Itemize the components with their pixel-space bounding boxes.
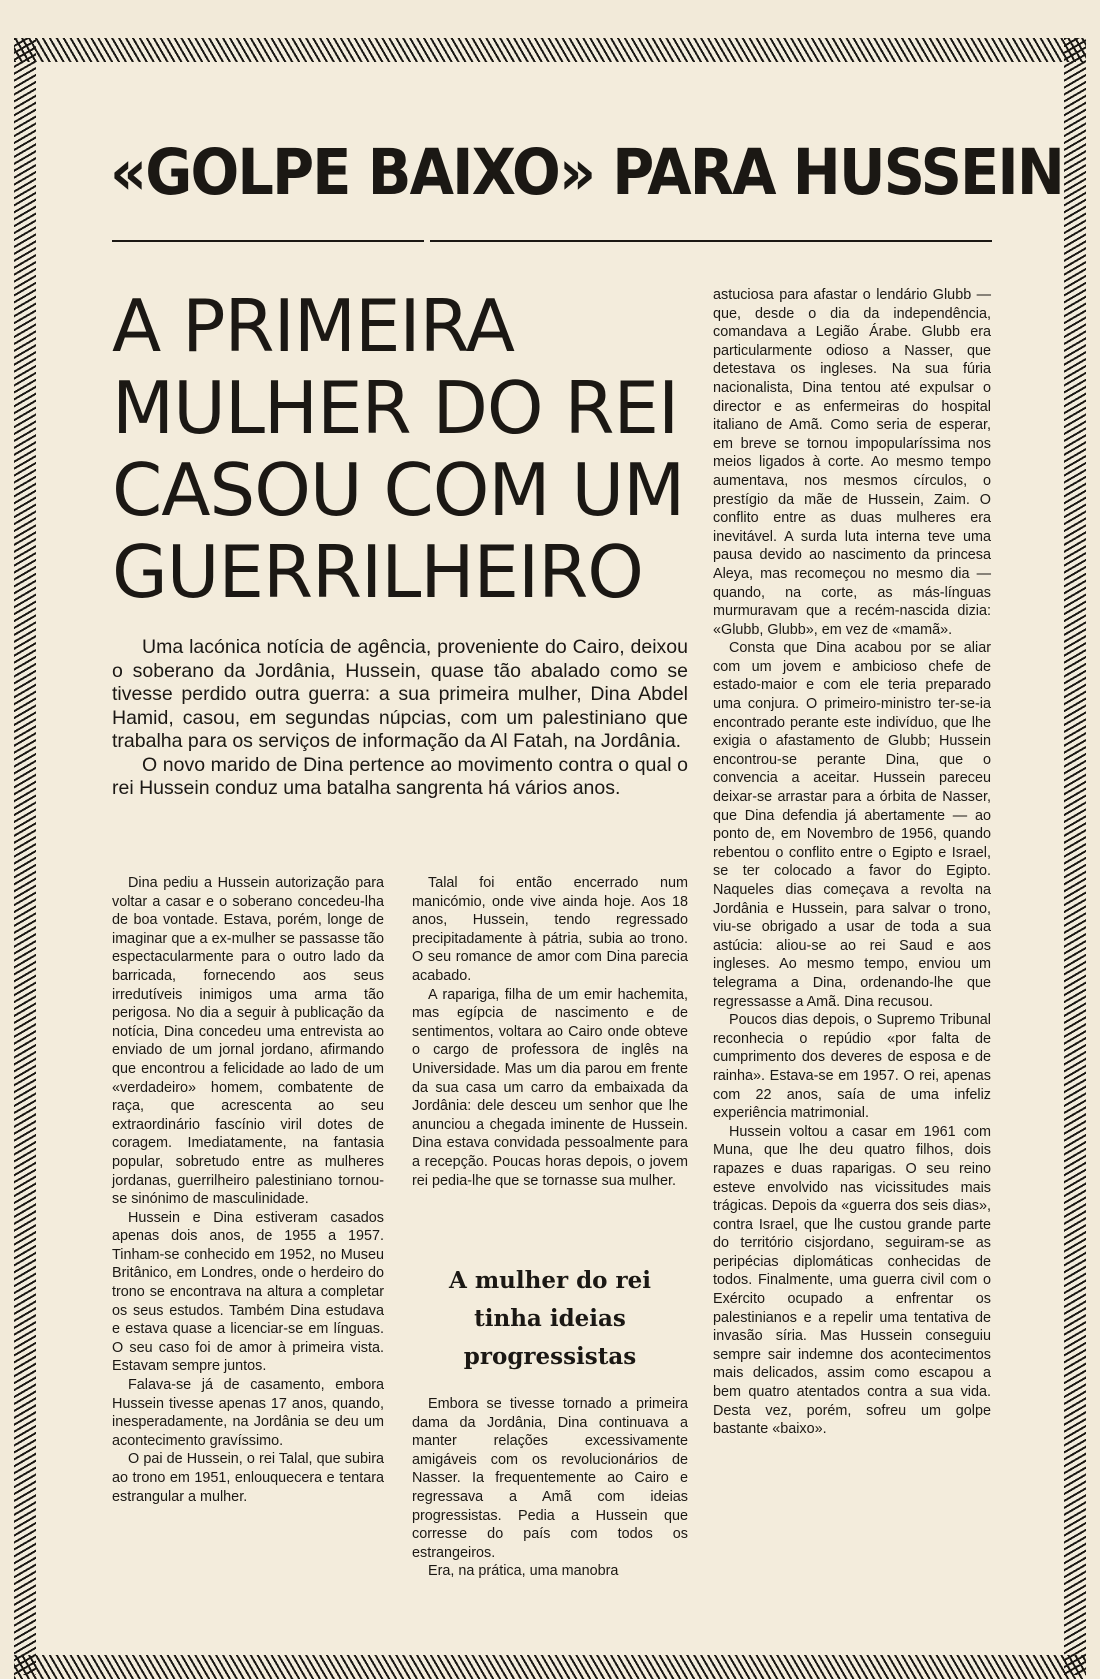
paragraph: Talal foi então encerrado num manicómio, onde vive ainda hoje. Aos 18 anos, Hussein, tendo regressado precipitadamente à pátria, subia ao trono. O seu romance de amor com Dina parecia acabado. bbox=[412, 875, 688, 984]
column-right bbox=[713, 286, 991, 1439]
subheading: A mulher do rei tinha ideias progressistas bbox=[448, 1267, 652, 1370]
paragraph: Consta que Dina acabou por se aliar com um jovem e ambicioso chefe de estado-maior e com ele teria preparado uma conjura. O primeiro-ministro ter-se-ia encontrado perante este indivíduo, que lhe exigia o afastamento de Glubb; Hussein encontrou-se perante Dina, que o convencia a aceitar. Hussein pareceu deixar-se arrastar para a órbita de Nasser, que Dina defendia já abertamente — ao ponto de, em Novembro de 1956, quando rebentou o conflito entre o Egipto e Israel, se ter colocado a favor do Egipto. Naqueles dias começava a revolta na Jordânia e Hussein, para salvar o trono, viu-se obrigado a usar de toda a sua astúcia: aliou-se ao rei Saud e aos ingleses. Ao mesmo tempo, enviou um telegrama a Dina, ordenando-lhe que regressasse a Amã. Dina recusou. bbox=[713, 640, 991, 1010]
paragraph: Hussein e Dina estiveram casados apenas dois anos, de 1955 a 1957. Tinham-se conhecido em 1952, no Museu Britânico, em Londres, onde o herdeiro do trono se encontrava na altura a completar os seus estudos. Também Dina estudava e estava quase a licenciar-se em línguas. O seu caso foi de amor à primeira vista. Estavam sempre juntos. bbox=[112, 1209, 384, 1375]
article-title: A PRIMEIRA MULHER DO REI CASOU COM UM GUERRILHEIRO bbox=[112, 284, 685, 614]
paragraph: A rapariga, filha de um emir hachemita, mas egípcia de nascimento e de sentimentos, voltara ao Cairo onde obteve o cargo de professora de inglês na Universidade. Mas um dia parou em frente da sua casa um carro da embaixada da Jordânia: dele desceu um senhor que lhe anunciou a chegada iminente de Hussein. Dina estava convidada pessoalmente para a recepção. Poucas horas depois, o jovem rei pedia-lhe que se tornasse sua mulher. bbox=[412, 986, 688, 1189]
paragraph: Embora se tivesse tornado a primeira dama da Jordânia, Dina continuava a manter relações excessivamente amigáveis com os revolucionários de Nasser. Ia frequentemente ao Cairo e regressava a Amã com ideias progressistas. Pedia a Hussein que corresse do país com todos os estrangeiros. bbox=[412, 1396, 688, 1561]
column-middle-continued bbox=[412, 1395, 688, 1581]
paragraph: Hussein voltou a casar em 1961 com Muna, que lhe deu quatro filhos, dois rapazes e duas raparigas. O seu reino esteve envolvido nas vicissitudes mais trágicas. Depois da «guerra dos seis dias», contra Israel, que lhe custou grande parte do território cisjordano, seguiram-se as peripécias diplomáticas conhecidas de todos. Finalmente, uma guerra civil com o Exército ocupado a enfrentar os palestinianos e a repelir uma tentativa de invasão síria. Mas Hussein conseguiu sempre sair indemne dos acontecimentos mais delicados, assim como escapou a bem quatro atentados contra a sua vida. Desta vez, porém, sofreu um golpe bastante «baixo». bbox=[713, 1123, 991, 1438]
right-border bbox=[1064, 38, 1086, 1675]
paragraph: Era, na prática, uma manobra bbox=[428, 1563, 619, 1580]
paragraph: O pai de Hussein, o rei Talal, que subira ao trono em 1951, enlouquecera e tentara estrangular a mulher. bbox=[112, 1451, 384, 1505]
top-border bbox=[14, 38, 1086, 62]
lead-text: O novo marido de Dina pertence ao movimento contra o qual o rei Hussein conduz uma batalha sangrenta há vários anos. bbox=[112, 753, 688, 799]
column-left bbox=[112, 874, 384, 1506]
left-border bbox=[14, 38, 36, 1675]
headline-rule-right bbox=[430, 240, 992, 242]
lead-text: Uma lacónica notícia de agência, proveniente do Cairo, deixou o soberano da Jordânia, Hussein, quase tão abalado como se tivesse perdido outra guerra: a sua primeira mulher, Dina Abdel Hamid, casou, em segundas núpcias, com um palestiniano que trabalha para os serviços de informação da Al Fatah, na Jordânia. bbox=[112, 636, 688, 752]
lead-paragraph bbox=[112, 636, 688, 801]
paragraph: Dina pediu a Hussein autorização para voltar a casar e o soberano concedeu-lha de boa vontade. Estava, porém, longe de imaginar que a ex-mulher se passasse tão espectacularmente para o outro lado da barricada, fornecendo aos seus irredutíveis inimigos uma arma tão perigosa. No dia a seguir à publicação da notícia, Dina concedeu uma entrevista ao enviado de um jornal jordano, afirmando que encontrou a felicidade ao lado de um «verdadeiro» homem, combatente de raça, que acrescenta ao seu extraordinário fascínio viril dotes de coragem. Imediatamente, na fantasia popular, sobretudo entre as mulheres jordanas, guerrilheiro palestiniano tornou-se sinónimo de masculinidade. bbox=[112, 875, 384, 1208]
paragraph: Poucos dias depois, o Supremo Tribunal reconhecia o repúdio «por falta de cumprimento dos deveres de esposa e de rainha». Estava-se em 1957. O rei, apenas com 22 anos, saía de uma infeliz experiência matrimonial. bbox=[713, 1012, 991, 1122]
bottom-border bbox=[14, 1655, 1086, 1679]
paragraph: Falava-se já de casamento, embora Hussein tivesse apenas 17 anos, quando, inesperadamente, na Jordânia se deu um acontecimento gravíssimo. bbox=[112, 1377, 384, 1449]
headline: «GOLPE BAIXO» PARA HUSSEIN bbox=[110, 136, 1064, 209]
headline-rule-left bbox=[112, 240, 424, 242]
paragraph: astuciosa para afastar o lendário Glubb — que, desde o dia da independência, comandava a Legião Árabe. Glubb era particularmente odioso a Nasser, que detestava os ingleses. Na sua fúria nacionalista, Dina tentou até expulsar o director e as enfermeiras do hospital italiano de Amã. Como seria de esperar, em breve se tornou impopularíssima nos meios ligados à corte. Ao mesmo tempo aumentava, nos mesmos círculos, o prestígio da mãe de Hussein, Zaim. O conflito entre as duas mulheres era inevitável. A surda luta interna teve uma pausa devido ao nascimento da princesa Aleya, mas recomeçou no mesmo dia — quando, na corte, as más-línguas murmuravam que a recém-nascida dizia: «Glubb, Glubb», em vez de «mamã». bbox=[713, 287, 991, 638]
column-middle bbox=[412, 874, 688, 1190]
